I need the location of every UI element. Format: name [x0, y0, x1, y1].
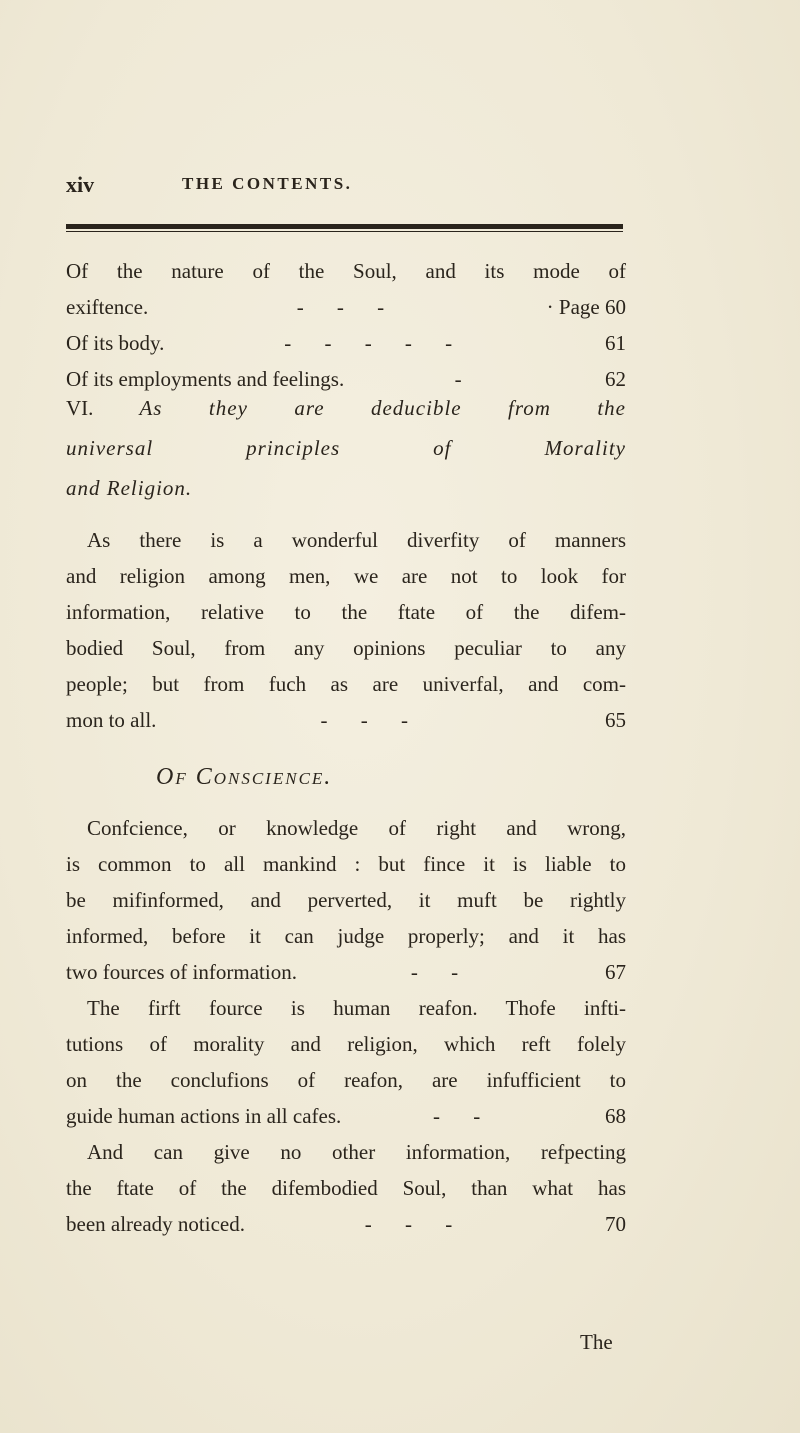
- paragraph-line: people; but from fuch as are univerfal, and com-: [66, 672, 626, 696]
- leader-dashes: - - -: [296, 295, 399, 319]
- header-rule-thick: [66, 224, 623, 229]
- paragraph-line: information, relative to the ftate of the difem-: [66, 600, 626, 624]
- paragraph-line: [66, 1206, 626, 1242]
- leader-dashes: - -: [410, 960, 473, 984]
- entry-text: exiftence.: [66, 295, 149, 319]
- entry-text: mon to all.: [66, 708, 157, 732]
- leader-dashes: - - -: [320, 708, 422, 732]
- page-reference: 62: [605, 367, 626, 391]
- leader-dashes: - - - - -: [284, 331, 467, 355]
- entry-line: Of the nature of the Soul, and its mode of: [66, 259, 626, 283]
- page-reference: 61: [605, 331, 626, 355]
- leader-dashes: -: [454, 367, 476, 391]
- paragraph-line: As there is a wonderful diverfity of manners: [87, 528, 626, 552]
- heading-line: and Religion.: [66, 476, 193, 500]
- header-rule-thin: [66, 231, 623, 232]
- page-reference: · Page 60: [546, 295, 626, 319]
- entry-line: [66, 289, 626, 325]
- section-vi-paragraph: [66, 522, 626, 738]
- section-vi-heading: [66, 388, 626, 508]
- paragraph-line: informed, before it can judge properly; and it has: [66, 924, 626, 948]
- entry-text: guide human actions in all cafes.: [66, 1104, 342, 1128]
- page-header: [66, 172, 626, 204]
- contents-entries-section-v: [66, 253, 626, 397]
- page-reference: 65: [605, 708, 626, 732]
- page-reference: 67: [605, 960, 626, 984]
- paragraph-line: [66, 702, 626, 738]
- paragraph-line: the ftate of the difembodied Soul, than what has: [66, 1176, 626, 1200]
- entry-text: Of its employments and feelings.: [66, 367, 345, 391]
- paragraph-line: is common to all mankind : but fince it is liable to: [66, 852, 626, 876]
- paragraph-line: [66, 1098, 626, 1134]
- entry-text: two fources of information.: [66, 960, 297, 984]
- leader-dashes: - -: [433, 1104, 495, 1128]
- heading-line: universal principles of Morality: [66, 436, 626, 460]
- section-number: VI.: [66, 396, 94, 420]
- paragraph-line: And can give no other information, refpecting: [87, 1140, 626, 1164]
- contents-entry: [66, 253, 626, 325]
- subheading-conscience: Of Conscience.: [156, 764, 333, 790]
- paragraph-line: [66, 954, 626, 990]
- page-reference: 70: [605, 1212, 626, 1236]
- paragraph-line: The firft fource is human reafon. Thofe infti-: [87, 996, 626, 1020]
- page-reference: 68: [605, 1104, 626, 1128]
- paragraph-line: and religion among men, we are not to look for: [66, 564, 626, 588]
- catchword: The: [580, 1330, 613, 1354]
- entry-text: been already noticed.: [66, 1212, 245, 1236]
- paragraph-line: bodied Soul, from any opinions peculiar to any: [66, 636, 626, 660]
- page-number: xiv: [66, 172, 95, 197]
- heading-text: As they are deducible from the: [139, 396, 627, 420]
- heading-line: [66, 388, 626, 428]
- paragraph-line: on the conclufions of reafon, are infufficient to: [66, 1068, 626, 1092]
- conscience-paragraphs: [66, 810, 626, 1242]
- leader-dashes: - - -: [364, 1212, 467, 1236]
- contents-entry: [66, 325, 626, 361]
- paragraph-line: tutions of morality and religion, which reft folely: [66, 1032, 626, 1056]
- paragraph-line: Confcience, or knowledge of right and wrong,: [87, 816, 626, 840]
- running-head: THE CONTENTS.: [182, 174, 353, 193]
- paragraph-line: be mifinformed, and perverted, it muft be rightly: [66, 888, 626, 912]
- entry-text: Of its body.: [66, 331, 165, 355]
